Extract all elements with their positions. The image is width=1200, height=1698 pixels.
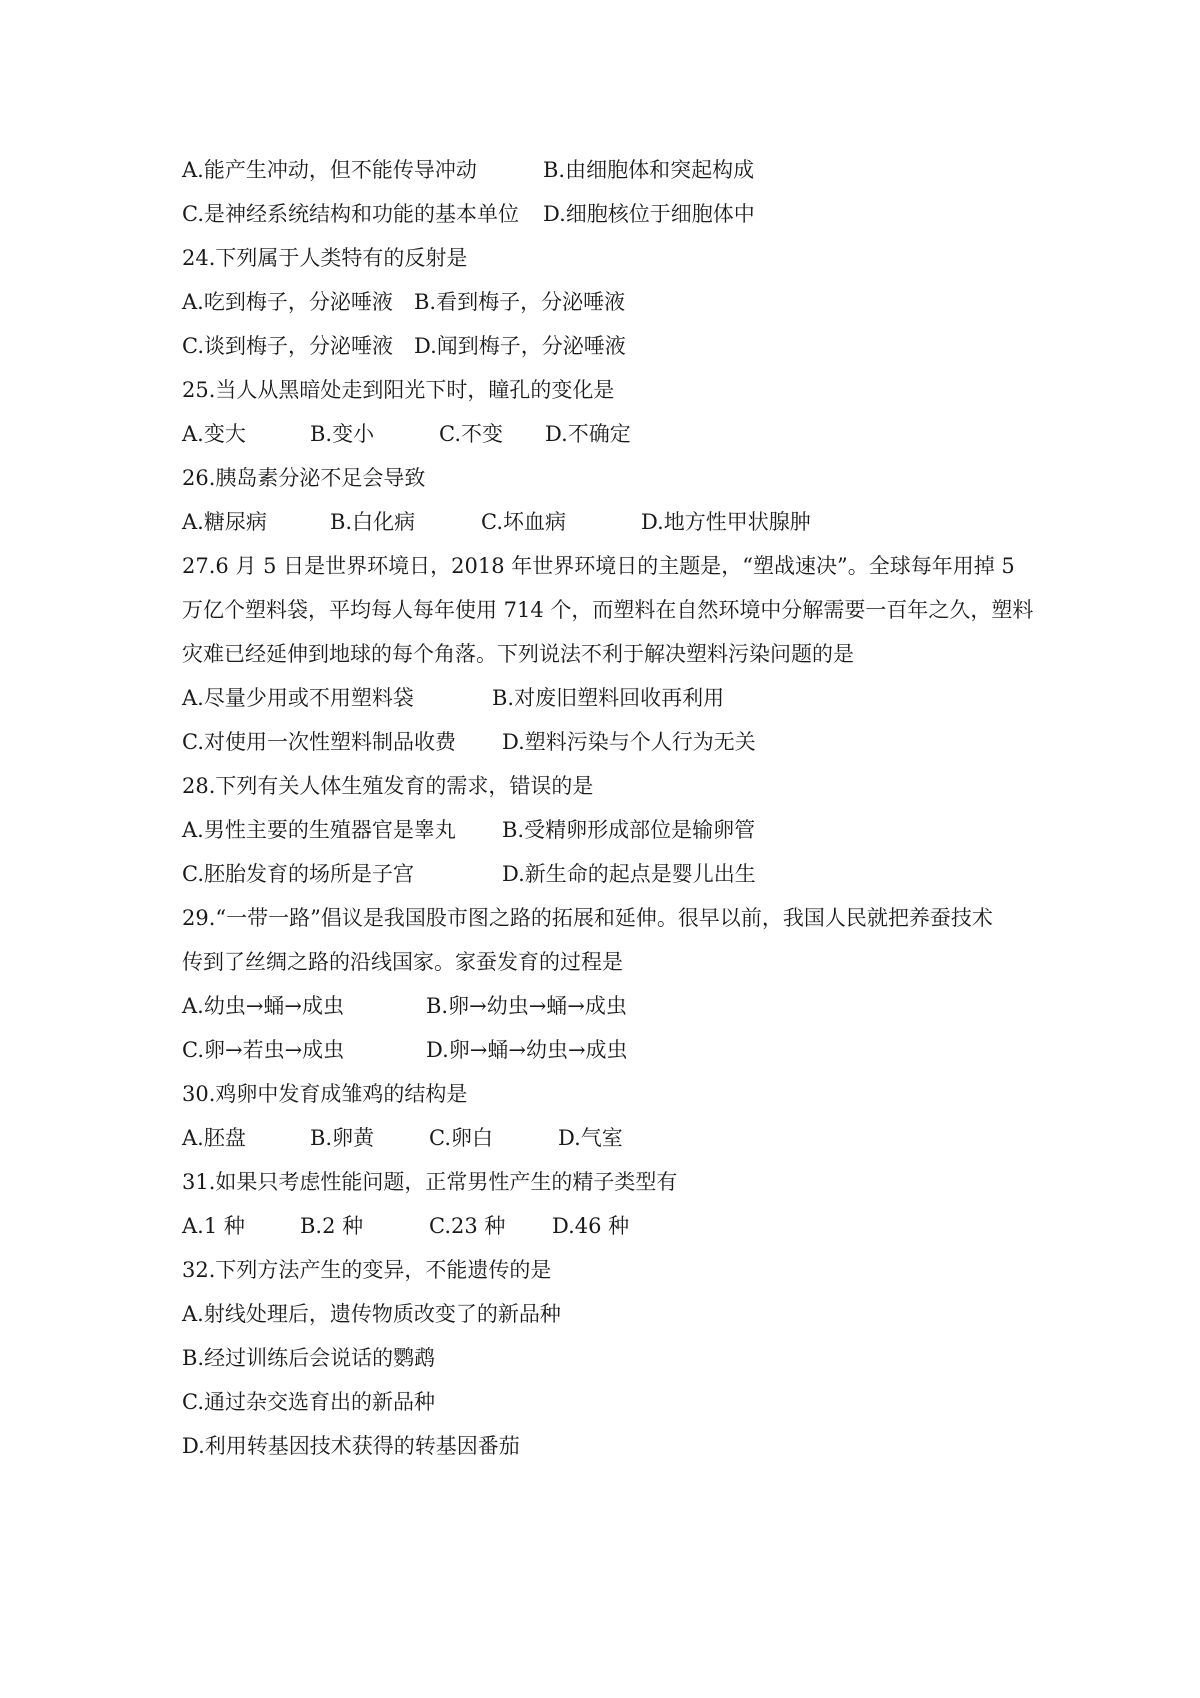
q31-option-c: C.23 种 (429, 1214, 506, 1238)
q23-option-b: B.由细胞体和突起构成 (543, 158, 755, 182)
q24-option-d: D.闻到梅子，分泌唾液 (414, 334, 626, 358)
q31-options-row (182, 1211, 1032, 1241)
q32-option-d: D.利用转基因技术获得的转基因番茄 (182, 1434, 520, 1458)
q28-option-d: D.新生命的起点是婴儿出生 (502, 862, 756, 886)
q31-stem: 31.如果只考虑性能问题，正常男性产生的精子类型有 (182, 1170, 678, 1194)
q30-option-a: A.胚盘 (182, 1126, 246, 1150)
q25-stem: 25.当人从黑暗处走到阳光下时，瞳孔的变化是 (182, 378, 615, 402)
q26-option-c: C.坏血病 (481, 510, 566, 534)
q23-options-row-2 (182, 199, 1032, 229)
q32-option-c: C.通过杂交选育出的新品种 (182, 1390, 435, 1414)
q30-option-c: C.卵白 (429, 1126, 493, 1150)
q27-stem-line-1: 27.6 月 5 日是世界环境日，2018 年世界环境日的主题是，“塑战速决”。全球每年用掉 5 (182, 554, 1015, 578)
q27-option-b: B.对废旧塑料回收再利用 (492, 686, 725, 710)
q28-option-c: C.胚胎发育的场所是子宫 (182, 862, 414, 886)
q24-option-b: B.看到梅子，分泌唾液 (414, 290, 626, 314)
q26-stem: 26.胰岛素分泌不足会导致 (182, 466, 426, 490)
q27-option-c: C.对使用一次性塑料制品收费 (182, 730, 456, 754)
q28-option-a: A.男性主要的生殖器官是睾丸 (182, 818, 456, 842)
q23-options-row-1 (182, 155, 1032, 185)
q30-options-row (182, 1123, 1032, 1153)
q30-option-b: B.卵黄 (310, 1126, 375, 1150)
q23-option-c: C.是神经系统结构和功能的基本单位 (182, 202, 519, 226)
q31-option-d: D.46 种 (552, 1214, 630, 1238)
q24-options-row-2 (182, 331, 1032, 361)
q25-options-row (182, 419, 1032, 449)
q25-option-d: D.不确定 (545, 422, 631, 446)
q25-option-b: B.变小 (310, 422, 375, 446)
q29-stem-line-2: 传到了丝绸之路的沿线国家。家蚕发育的过程是 (182, 950, 623, 974)
q30-option-d: D.气室 (558, 1126, 623, 1150)
q29-options-row-1 (182, 991, 1032, 1021)
q29-option-a: A.幼虫→蛹→成虫 (182, 994, 345, 1018)
q29-options-row-2 (182, 1035, 1032, 1065)
q30-stem: 30.鸡卵中发育成雏鸡的结构是 (182, 1082, 468, 1106)
q32-stem: 32.下列方法产生的变异，不能遗传的是 (182, 1258, 552, 1282)
q26-options-row (182, 507, 1032, 537)
q29-option-c: C.卵→若虫→成虫 (182, 1038, 345, 1062)
q24-option-a: A.吃到梅子，分泌唾液 (182, 290, 393, 314)
q23-option-a: A.能产生冲动，但不能传导冲动 (182, 158, 477, 182)
q24-option-c: C.谈到梅子，分泌唾液 (182, 334, 393, 358)
q27-stem-line-2: 万亿个塑料袋，平均每人每年使用 714 个，而塑料在自然环境中分解需要一百年之久，塑料 (182, 598, 1034, 622)
q32-option-a: A.射线处理后，遗传物质改变了的新品种 (182, 1302, 561, 1326)
q29-stem-line-1: 29.“一带一路”倡议是我国股市图之路的拓展和延伸。很早以前，我国人民就把养蚕技术 (182, 906, 993, 930)
q27-options-row-1 (182, 683, 1032, 713)
q27-options-row-2 (182, 727, 1032, 757)
q28-stem: 28.下列有关人体生殖发育的需求，错误的是 (182, 774, 594, 798)
q31-option-a: A.1 种 (182, 1214, 245, 1238)
q29-option-d: D.卵→蛹→幼虫→成虫 (426, 1038, 628, 1062)
q31-option-b: B.2 种 (300, 1214, 364, 1238)
q24-options-row-1 (182, 287, 1032, 317)
q25-option-a: A.变大 (182, 422, 246, 446)
q28-options-row-1 (182, 815, 1032, 845)
q23-option-d: D.细胞核位于细胞体中 (543, 202, 755, 226)
q29-option-b: B.卵→幼虫→蛹→成虫 (426, 994, 627, 1018)
q25-option-c: C.不变 (439, 422, 503, 446)
q28-option-b: B.受精卵形成部位是输卵管 (502, 818, 756, 842)
q28-options-row-2 (182, 859, 1032, 889)
q27-stem-line-3: 灾难已经延伸到地球的每个角落。下列说法不利于解决塑料污染问题的是 (182, 642, 854, 666)
q32-option-b: B.经过训练后会说话的鹦鹉 (182, 1346, 436, 1370)
q24-stem: 24.下列属于人类特有的反射是 (182, 246, 468, 270)
q27-option-d: D.塑料污染与个人行为无关 (502, 730, 756, 754)
q26-option-a: A.糖尿病 (182, 510, 267, 534)
q26-option-d: D.地方性甲状腺肿 (641, 510, 811, 534)
q26-option-b: B.白化病 (330, 510, 416, 534)
q27-option-a: A.尽量少用或不用塑料袋 (182, 686, 414, 710)
